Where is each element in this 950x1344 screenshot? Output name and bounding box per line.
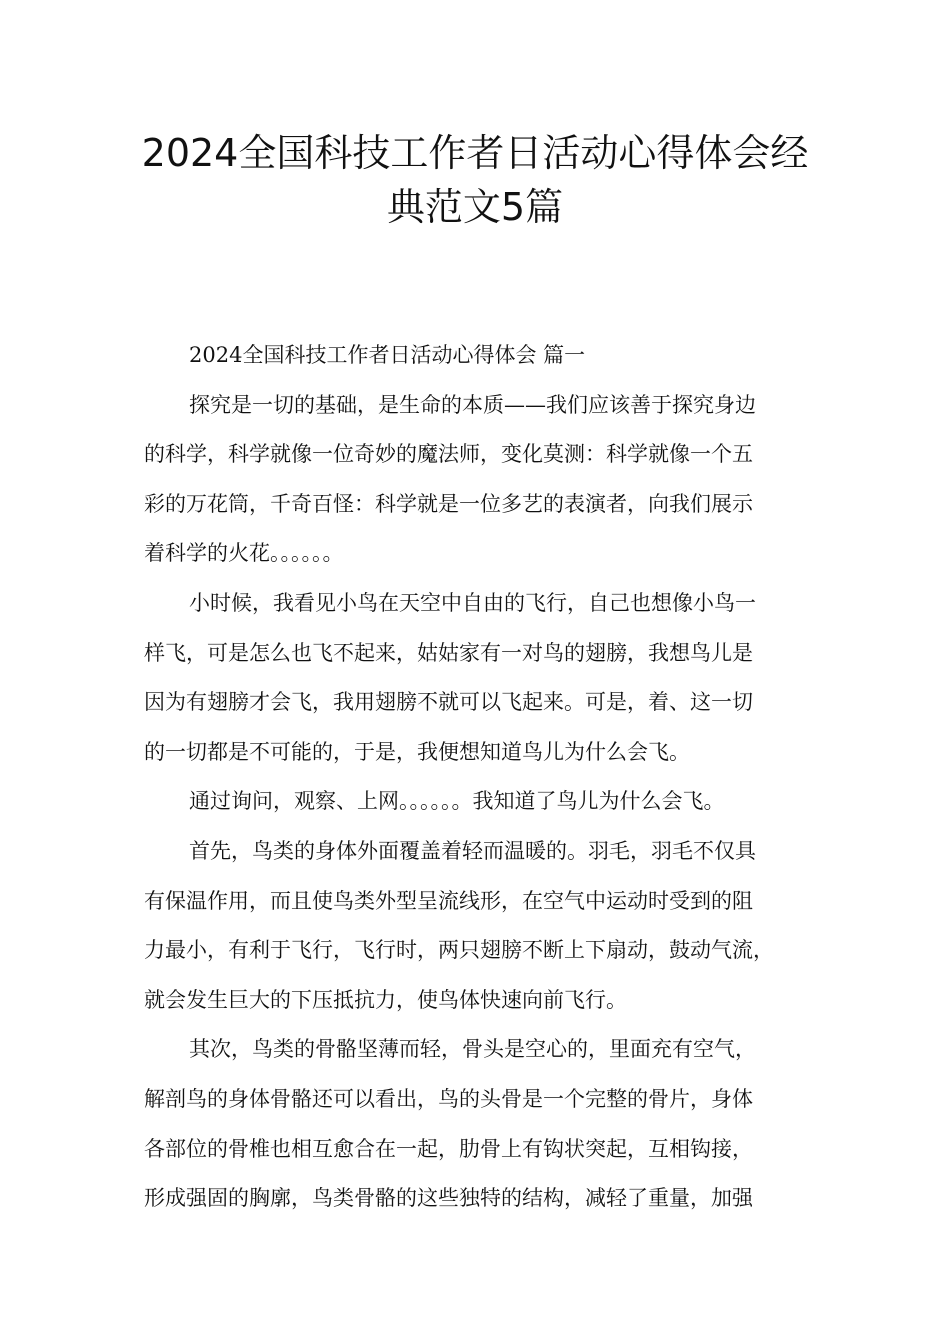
paragraph-line: 的一切都是不可能的，于是，我便想知道鸟儿为什么会飞。 bbox=[144, 739, 690, 764]
paragraph-line: 着科学的火花。。。。。。 bbox=[144, 541, 344, 566]
document-body bbox=[144, 330, 824, 1223]
section-heading: 2024全国科技工作者日活动心得体会 篇一 bbox=[189, 343, 586, 367]
title-line-1: 2024全国科技工作者日活动心得体会经 bbox=[141, 131, 809, 175]
paragraph-line: 有保温作用，而且使鸟类外型呈流线形，在空气中运动时受到的阻 bbox=[144, 888, 753, 913]
paragraph-line: 的科学，科学就像一位奇妙的魔法师，变化莫测：科学就像一个五 bbox=[144, 442, 753, 467]
paragraph-line: 力最小，有利于飞行，飞行时，两只翅膀不断上下扇动，鼓动气流， bbox=[144, 938, 774, 963]
paragraph-line: 小时候，我看见小鸟在天空中自由的飞行，自己也想像小鸟一 bbox=[189, 590, 756, 615]
paragraph-line: 其次，鸟类的骨骼坚薄而轻，骨头是空心的，里面充有空气， bbox=[189, 1037, 756, 1062]
document-title bbox=[120, 126, 830, 234]
paragraph-line: 首先，鸟类的身体外面覆盖着轻而温暖的。羽毛，羽毛不仅具 bbox=[189, 838, 756, 863]
title-line-2: 典范文5篇 bbox=[386, 185, 564, 229]
paragraph-line: 解剖鸟的身体骨骼还可以看出，鸟的头骨是一个完整的骨片，身体 bbox=[144, 1086, 753, 1111]
paragraph-line: 形成强固的胸廓，鸟类骨骼的这些独特的结构，减轻了重量，加强 bbox=[144, 1186, 753, 1211]
paragraph-line: 就会发生巨大的下压抵抗力，使鸟体快速向前飞行。 bbox=[144, 987, 627, 1012]
paragraph-line: 各部位的骨椎也相互愈合在一起，肋骨上有钩状突起，互相钩接， bbox=[144, 1136, 753, 1161]
paragraph-line: 样飞，可是怎么也飞不起来，姑姑家有一对鸟的翅膀，我想鸟儿是 bbox=[144, 640, 753, 665]
paragraph-line: 探究是一切的基础，是生命的本质——我们应该善于探究身边 bbox=[189, 392, 756, 417]
paragraph-line: 因为有翅膀才会飞，我用翅膀不就可以飞起来。可是，着、这一切 bbox=[144, 690, 753, 715]
paragraph-line: 通过询问，观察、上网。。。。。。我知道了鸟儿为什么会飞。 bbox=[189, 789, 725, 814]
paragraph-line: 彩的万花筒，千奇百怪：科学就是一位多艺的表演者，向我们展示 bbox=[144, 491, 753, 516]
